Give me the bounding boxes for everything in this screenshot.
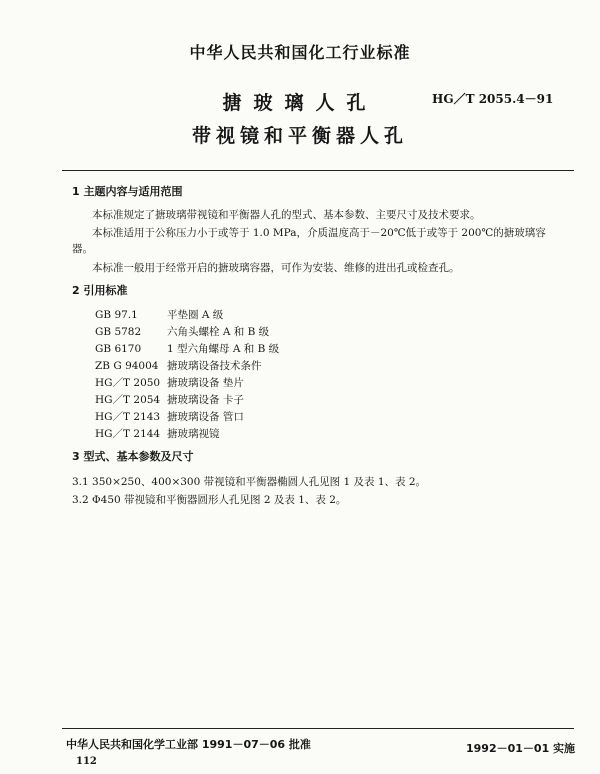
section-1-paragraph-1: 本标准规定了搪玻璃带视镜和平衡器人孔的型式、基本参数、主要尺寸及技术要求。 — [92, 209, 481, 221]
implementation-date: 1992－01－01 实施 — [466, 742, 576, 755]
reference-item — [95, 324, 269, 339]
section-3-heading: 3 型式、基本参数及尺寸 — [72, 450, 194, 463]
reference-name: 搪玻璃设备 卡子 — [167, 394, 244, 406]
standard-code: HG／T 2055.4－91 — [432, 92, 554, 106]
document-title-main: 搪玻璃人孔 — [222, 92, 378, 114]
reference-code: GB 5782 — [95, 326, 142, 338]
reference-code: HG／T 2050 — [95, 377, 161, 389]
reference-code: HG／T 2143 — [95, 411, 161, 423]
reference-code: GB 6170 — [95, 343, 142, 355]
reference-item — [95, 341, 279, 356]
section-1-paragraph-2-cont: 器。 — [72, 243, 93, 255]
reference-code: HG／T 2054 — [95, 394, 161, 406]
header-rule — [62, 170, 574, 171]
reference-name: 1 型六角螺母 A 和 B 级 — [167, 343, 280, 355]
reference-item — [95, 426, 220, 441]
reference-code: HG／T 2144 — [95, 428, 161, 440]
reference-name: 六角头螺栓 A 和 B 级 — [167, 326, 270, 338]
standard-header-title: 中华人民共和国化工行业标准 — [189, 43, 411, 62]
page-number: 112 — [76, 756, 97, 767]
reference-code: GB 97.1 — [95, 309, 138, 321]
reference-item — [95, 375, 244, 390]
reference-item — [95, 358, 262, 373]
reference-item — [95, 307, 223, 322]
reference-item — [95, 409, 244, 424]
reference-code: ZB G 94004 — [95, 360, 159, 372]
reference-item — [95, 392, 244, 407]
reference-name: 搪玻璃设备 垫片 — [167, 377, 244, 389]
document-title-sub: 带视镜和平衡器人孔 — [191, 125, 408, 147]
section-3-item-1: 3.1 350×250、400×300 带视镜和平衡器椭圆人孔见图 1 及表 1、表 2。 — [72, 476, 427, 488]
section-3-item-2: 3.2 Φ450 带视镜和平衡器圆形人孔见图 2 及表 1、表 2。 — [72, 494, 347, 506]
reference-name: 搪玻璃设备 管口 — [167, 411, 244, 423]
reference-name: 搪玻璃设备技术条件 — [167, 360, 262, 372]
section-1-heading: 1 主题内容与适用范围 — [72, 185, 183, 198]
section-2-heading: 2 引用标准 — [72, 284, 128, 297]
section-1-paragraph-2: 本标准适用于公称压力小于或等于 1.0 MPa，介质温度高于－20℃低于或等于 200℃的搪玻璃容 — [92, 227, 546, 239]
approval-statement: 中华人民共和国化学工业部 1991－07－06 批准 — [66, 738, 311, 751]
footer-rule — [62, 728, 574, 729]
reference-name: 搪玻璃视镜 — [167, 428, 220, 440]
section-1-paragraph-3: 本标准一般用于经常开启的搪玻璃容器，可作为安装、维修的进出孔或检查孔。 — [92, 262, 460, 274]
reference-name: 平垫圈 A 级 — [167, 309, 224, 321]
